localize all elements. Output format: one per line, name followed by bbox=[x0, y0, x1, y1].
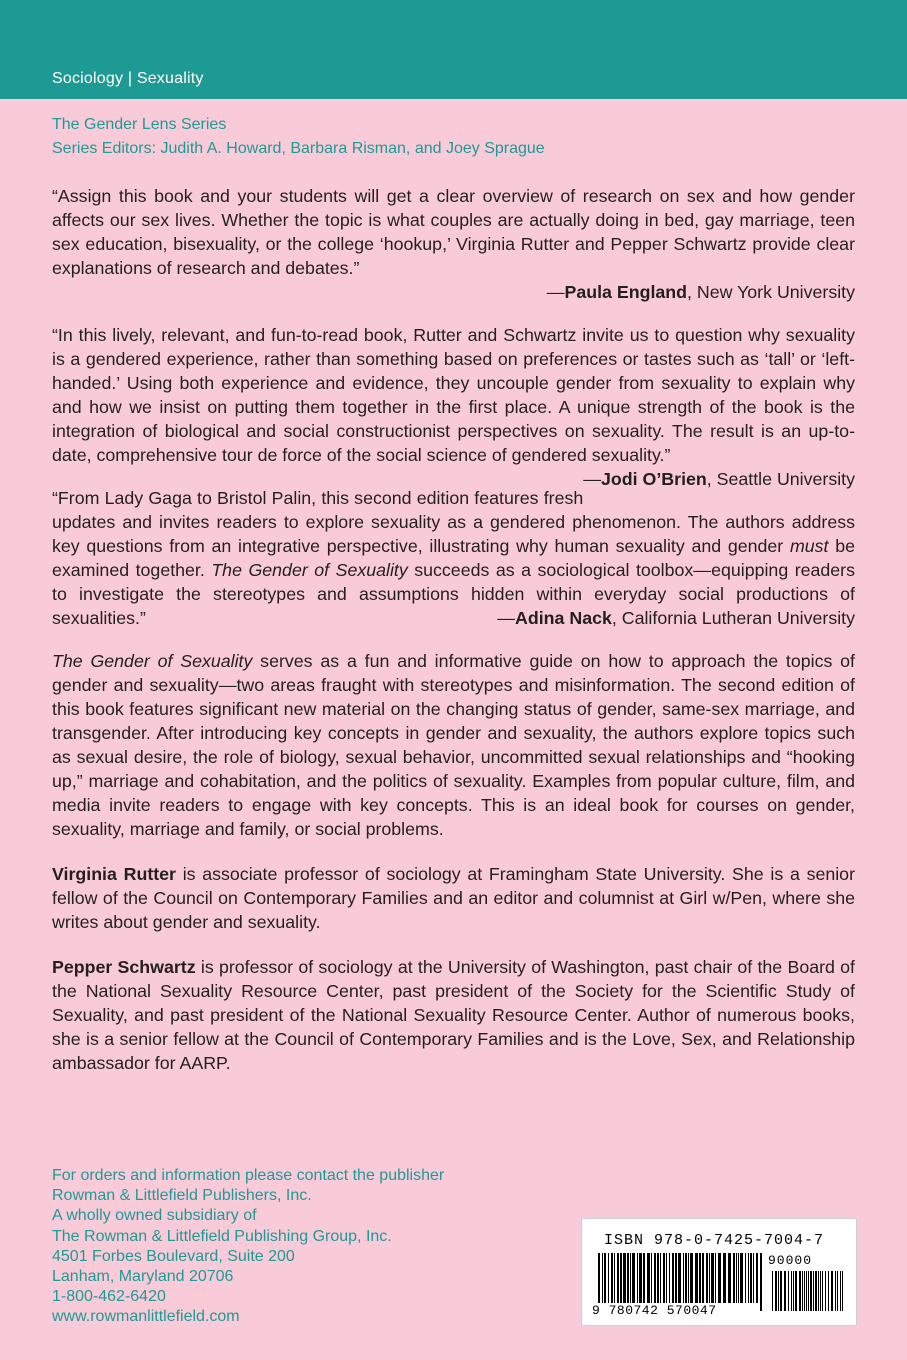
barcode-addon-bar bbox=[784, 1271, 786, 1311]
barcode-addon-bar bbox=[772, 1271, 773, 1311]
barcode-addon-bar bbox=[808, 1271, 809, 1311]
barcode-bar bbox=[669, 1253, 670, 1303]
barcode-bar bbox=[608, 1253, 609, 1303]
barcode-bar bbox=[709, 1253, 710, 1303]
barcode-bar bbox=[760, 1253, 762, 1311]
barcode-bar bbox=[690, 1253, 693, 1303]
barcode-addon-bar bbox=[813, 1271, 814, 1311]
barcode-bar bbox=[611, 1253, 613, 1303]
barcode-bar bbox=[733, 1253, 735, 1303]
barcode-bar bbox=[750, 1253, 752, 1303]
back-cover-text bbox=[52, 184, 855, 1096]
barcode-bar bbox=[604, 1253, 606, 1303]
endorsement-attribution: —Adina Nack, California Lutheran University bbox=[497, 608, 855, 628]
barcode-bar bbox=[654, 1253, 656, 1303]
barcode-bar bbox=[672, 1253, 674, 1303]
book-description: The Gender of Sexuality serves as a fun and informative guide on how to approach the topics of gender and sexuality—two areas fraught with stereotypes and misinformation. The second edition of this book features significant new material on the changing status of gender, same-sex marriage, and transgender. After introducing key concepts in gender and sexuality, the authors explore topics such as sexual desire, the role of biology, sexual behavior, uncommitted sexual relationships and “hooking up,” marriage and cohabitation, and the politics of sexuality. Examples from popular culture, film, and media invite readers to engage with key concepts. This is an ideal book for courses on gender, sexuality, marriage and family, or social problems. bbox=[52, 651, 856, 839]
barcode-bar bbox=[688, 1253, 689, 1303]
barcode-addon-bar bbox=[835, 1271, 836, 1311]
barcode-bar bbox=[637, 1253, 638, 1303]
barcode-bar bbox=[620, 1253, 622, 1303]
barcode-bar bbox=[639, 1253, 642, 1303]
author-bio-1: Virginia Rutter is associate professor of sociology at Framingham State University. She is a senior fellow of the Council on Contemporary Families and an editor and columnist at Girl w/Pen, where she writes about gender and sexuality. bbox=[52, 864, 855, 932]
barcode-bar bbox=[685, 1253, 687, 1303]
series-name: The Gender Lens Series bbox=[52, 116, 227, 133]
barcode-bar bbox=[614, 1253, 615, 1303]
publisher-line: The Rowman & Littlefield Publishing Group, Inc. bbox=[52, 1227, 392, 1245]
barcode-bar bbox=[617, 1253, 619, 1303]
barcode-bar bbox=[602, 1253, 603, 1303]
barcode-addon-bar bbox=[815, 1271, 817, 1311]
barcode-bar bbox=[632, 1253, 635, 1303]
barcode-bar bbox=[647, 1253, 650, 1303]
barcode-addon-bar bbox=[822, 1271, 823, 1311]
publisher-line: Lanham, Maryland 20706 bbox=[52, 1268, 234, 1286]
barcode-addon-bar bbox=[780, 1271, 782, 1311]
endorsement-text: “In this lively, relevant, and fun-to-read book, Rutter and Schwartz invite us to question why sexuality is a gendered experience, rather than something based on preferences or tastes such as ‘tall’ or ‘left-handed.’ Using both experience and evidence, they uncouple gender from sexuality to explain why and how we insist on putting them together in the first place. A unique strength of the book is the integration of biological and social constructionist perspectives on sexuality. The result is an up-to-date, comprehensive tour de force of the social science of gendered sexuality.” —Jodi O’Brien, Seattle University bbox=[52, 325, 855, 489]
barcode-bar bbox=[723, 1253, 726, 1303]
barcode-bar bbox=[738, 1253, 739, 1303]
barcode-bar bbox=[623, 1253, 626, 1303]
endorsement-attribution: —Paula England, New York University bbox=[546, 282, 855, 302]
endorsement-text: “From Lady Gaga to Bristol Palin, this second edition features fresh updates and invites readers to explore sexuality as a gendered phenomenon. The authors address key questions from an integrative perspective, illustrating why human sexuality and gender must be examined together. The Gender of Sexuality succeeds as a sociological toolbox—equipping readers to investigate the stereotypes and assumptions hidden within everyday social productions of sexualities.” —Adina Nack, California Lutheran University bbox=[52, 488, 855, 628]
endorsement-1 bbox=[52, 184, 855, 304]
barcode-addon-bar bbox=[788, 1271, 789, 1311]
barcode-addon-bar bbox=[804, 1271, 805, 1311]
barcode-addon-bar bbox=[837, 1271, 838, 1311]
barcode-bar bbox=[753, 1253, 754, 1303]
barcode-addon-bar bbox=[775, 1271, 777, 1311]
barcode-bar bbox=[736, 1253, 737, 1303]
endorsement-3 bbox=[52, 486, 855, 630]
publisher-line: 1-800-462-6420 bbox=[52, 1288, 166, 1306]
publisher-line: For orders and information please contact the publisher bbox=[52, 1167, 445, 1184]
barcode-bar bbox=[695, 1253, 698, 1303]
barcode-bar bbox=[660, 1253, 661, 1303]
isbn-label: ISBN 978-0-7425-7004-7 bbox=[604, 1232, 825, 1249]
barcode-bar bbox=[666, 1253, 667, 1303]
endorser-name: Jodi O’Brien bbox=[601, 469, 707, 489]
barcode-addon-digits: 90000 bbox=[768, 1253, 813, 1268]
publisher-line: A wholly owned subsidiary of bbox=[52, 1207, 257, 1225]
barcode-addon-bar bbox=[778, 1271, 779, 1311]
book-title: The Gender of Sexuality bbox=[52, 651, 253, 671]
barcode-bar bbox=[675, 1253, 677, 1303]
barcode-addon-bar bbox=[791, 1271, 792, 1311]
barcode-addon-bar bbox=[842, 1271, 843, 1311]
author-name: Pepper Schwartz bbox=[52, 957, 196, 977]
barcode-bar bbox=[699, 1253, 701, 1303]
publisher-info bbox=[52, 1166, 444, 1328]
barcode-bar bbox=[756, 1253, 758, 1303]
endorser-affiliation: , California Lutheran University bbox=[611, 608, 855, 628]
barcode-bar bbox=[657, 1253, 659, 1303]
barcode-addon-bar bbox=[802, 1271, 803, 1311]
barcode-bar bbox=[748, 1253, 749, 1303]
barcode-bar bbox=[627, 1253, 629, 1303]
barcode-bar bbox=[702, 1253, 704, 1303]
barcode-bar bbox=[683, 1253, 684, 1303]
barcode-addon-bar bbox=[806, 1271, 807, 1311]
barcode-bar bbox=[663, 1253, 665, 1303]
barcode-addon-bar bbox=[810, 1271, 812, 1311]
barcode-addon-bar bbox=[840, 1271, 841, 1311]
author-bio-2: Pepper Schwartz is professor of sociology at the University of Washington, past chair of the Board of the National Sexuality Resource Center, past president of the Society for the Scientific Study of Sexuality, and past president of the National Sexuality Resource Center. Author of numerous books, she is a senior fellow at the Council of Contemporary Families and is the Love, Sex, and Relationship ambassador for AARP. bbox=[52, 957, 855, 1073]
endorsement-text: “Assign this book and your students will get a clear overview of research on sex and how gender affects our sex lives. Whether the topic is what couples are actually doing in bed, gay marriage, teen sex education, bisexuality, or the college ‘hookup,’ Virginia Rutter and Pepper Schwartz provide clear explanations of research and debates.” bbox=[52, 186, 855, 278]
isbn-barcode bbox=[581, 1218, 857, 1326]
barcode-bar bbox=[715, 1253, 716, 1303]
series-info bbox=[52, 113, 545, 161]
barcode-bar bbox=[740, 1253, 743, 1303]
publisher-url: www.rowmanlittlefield.com bbox=[52, 1308, 240, 1326]
barcode-ean-digits: 9 780742 570047 bbox=[592, 1303, 717, 1318]
barcode-addon-bar bbox=[793, 1271, 794, 1311]
endorser-name: Adina Nack bbox=[515, 608, 612, 628]
category-label: Sociology | Sexuality bbox=[52, 70, 204, 87]
publisher-line: Rowman & Littlefield Publishers, Inc. bbox=[52, 1187, 312, 1205]
barcode-addon-bar bbox=[831, 1271, 833, 1311]
endorser-name: Paula England bbox=[564, 282, 687, 302]
author-name: Virginia Rutter bbox=[52, 864, 176, 884]
barcode-addon-bar bbox=[795, 1271, 797, 1311]
barcode-addon-bar bbox=[799, 1271, 801, 1311]
endorsement-attribution: —Jodi O’Brien, Seattle University bbox=[583, 469, 855, 489]
barcode-bar bbox=[728, 1253, 731, 1303]
barcode-bar bbox=[630, 1253, 631, 1303]
barcode-bar bbox=[643, 1253, 645, 1303]
endorser-affiliation: , Seattle University bbox=[706, 469, 855, 489]
barcode-bar bbox=[706, 1253, 708, 1303]
barcode-addon-bar bbox=[818, 1271, 819, 1311]
barcode-bar bbox=[745, 1253, 746, 1303]
series-editors: Series Editors: Judith A. Howard, Barbara Risman, and Joey Sprague bbox=[52, 140, 545, 157]
barcode-addon-bar bbox=[825, 1271, 826, 1311]
endorsement-2 bbox=[52, 323, 855, 489]
endorser-affiliation: , New York University bbox=[687, 282, 855, 302]
barcode-bar bbox=[651, 1253, 652, 1303]
barcode-addon-bar bbox=[820, 1271, 821, 1311]
barcode-addon-bar bbox=[828, 1271, 829, 1311]
barcode-bar bbox=[711, 1253, 714, 1303]
barcode-bar bbox=[718, 1253, 721, 1303]
publisher-line: 4501 Forbes Boulevard, Suite 200 bbox=[52, 1247, 295, 1265]
